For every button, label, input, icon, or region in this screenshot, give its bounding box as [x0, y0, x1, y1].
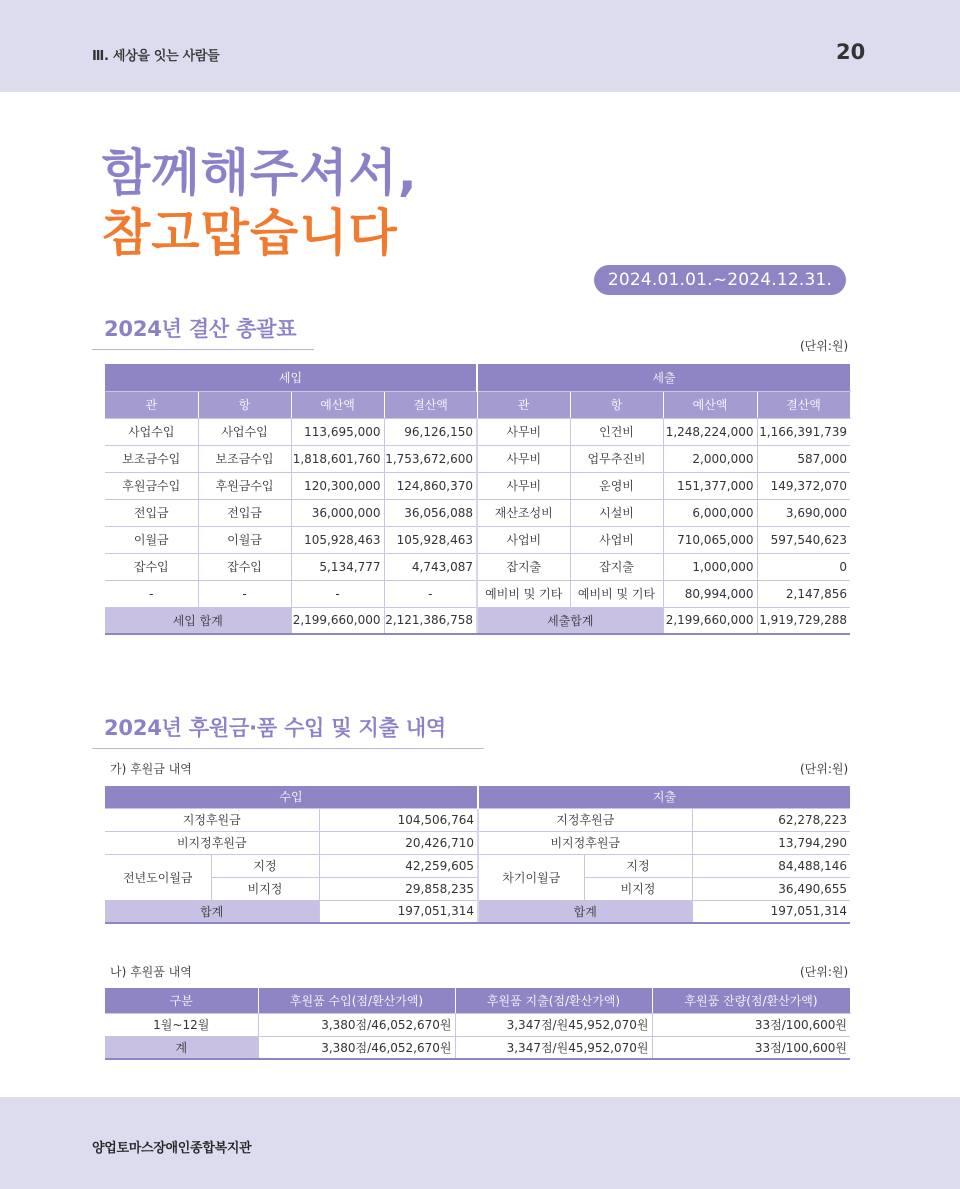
income-total-budget: 2,199,660,000 [291, 607, 384, 634]
headline [102, 143, 418, 263]
settlement-cell: 전입금 [198, 499, 291, 526]
settlement-cell: 6,000,000 [663, 499, 757, 526]
organization-name: 양업토마스장애인종합복지관 [92, 1141, 252, 1156]
goods-cell: 1월~12월 [105, 1013, 258, 1036]
settlement-cell: 36,000,000 [291, 499, 384, 526]
settlement-row [105, 418, 850, 445]
settlement-cell: 예비비 및 기타 [570, 580, 663, 607]
settlement-cell: 2,000,000 [663, 445, 757, 472]
expense-total-actual: 1,919,729,288 [757, 607, 850, 634]
settlement-unit: (단위:원) [800, 339, 849, 353]
settlement-column-header: 예산액 [291, 391, 384, 418]
goods-cell: 3,347점/원45,952,070원 [455, 1013, 652, 1036]
settlement-column-header: 항 [570, 391, 663, 418]
goods-column-header: 후원품 잔량(점/환산가액) [652, 988, 850, 1013]
settlement-column-header: 관 [477, 391, 570, 418]
settlement-cell: 사무비 [477, 472, 570, 499]
designated-income-label: 지정후원금 [105, 808, 319, 831]
settlement-cell: 사업수입 [105, 418, 198, 445]
settlement-cell: 사업비 [477, 526, 570, 553]
designated-expense-amount: 62,278,223 [692, 808, 850, 831]
settlement-cell: 후원금수입 [198, 472, 291, 499]
expense-total-budget: 2,199,660,000 [663, 607, 757, 634]
settlement-cell: 사무비 [477, 418, 570, 445]
undesignated-expense-amount: 13,794,290 [692, 831, 850, 854]
settlement-cell: 1,166,391,739 [757, 418, 850, 445]
settlement-column-header: 관 [105, 391, 198, 418]
settlement-cell: 5,134,777 [291, 553, 384, 580]
settlement-cell: 120,300,000 [291, 472, 384, 499]
settlement-cell: 잡지출 [570, 553, 663, 580]
settlement-row [105, 526, 850, 553]
goods-donations-table [105, 988, 851, 1060]
goods-total-cell: 3,347점/원45,952,070원 [455, 1036, 652, 1059]
prev-designated-label: 지정 [211, 854, 319, 877]
money-income-total-label: 합계 [105, 900, 319, 923]
settlement-cell: 잡수입 [105, 553, 198, 580]
settlement-cell: 96,126,150 [384, 418, 477, 445]
income-group-header: 세입 [105, 364, 477, 391]
headline-line-2: 참고맙습니다 [102, 204, 398, 262]
money-expense-total-label: 합계 [478, 900, 692, 923]
settlement-row [105, 445, 850, 472]
section-label: Ⅲ. 세상을 잇는 사람들 [92, 49, 220, 64]
settlement-cell: 124,860,370 [384, 472, 477, 499]
settlement-row [105, 553, 850, 580]
prev-undesignated-amount: 29,858,235 [319, 877, 478, 900]
settlement-cell: 잡지출 [477, 553, 570, 580]
money-donations-table [105, 786, 850, 924]
money-expense-total: 197,051,314 [692, 900, 850, 923]
next-carry-label: 차기이월금 [478, 854, 584, 900]
settlement-cell: 80,994,000 [663, 580, 757, 607]
settlement-cell: 업무추진비 [570, 445, 663, 472]
goods-column-header: 후원품 지출(점/환산가액) [455, 988, 652, 1013]
settlement-cell: - [291, 580, 384, 607]
money-donations-unit: (단위:원) [800, 762, 849, 776]
settlement-cell: 인건비 [570, 418, 663, 445]
page-number: 20 [836, 40, 866, 64]
headline-line-1: 함께해주셔서, [102, 144, 418, 202]
money-total-row [105, 900, 850, 923]
next-undesignated-amount: 36,490,655 [692, 877, 850, 900]
designated-income-amount: 104,506,764 [319, 808, 478, 831]
income-total-label: 세입 합계 [105, 607, 291, 634]
settlement-cell: 재산조성비 [477, 499, 570, 526]
next-designated-label: 지정 [584, 854, 692, 877]
prev-carry-label: 전년도이월금 [105, 854, 211, 900]
donations-title: 2024년 후원금·품 수입 및 지출 내역 [92, 712, 484, 749]
goods-total-row [105, 1036, 850, 1059]
settlement-title: 2024년 결산 총괄표 [92, 313, 314, 350]
goods-total-cell: 33점/100,600원 [652, 1036, 850, 1059]
next-undesignated-label: 비지정 [584, 877, 692, 900]
settlement-cell: 151,377,000 [663, 472, 757, 499]
prev-designated-amount: 42,259,605 [319, 854, 478, 877]
settlement-cell: 3,690,000 [757, 499, 850, 526]
goods-total-cell: 계 [105, 1036, 258, 1059]
settlement-cell: 105,928,463 [291, 526, 384, 553]
settlement-cell: 운영비 [570, 472, 663, 499]
settlement-cell: 587,000 [757, 445, 850, 472]
undesignated-income-label: 비지정후원금 [105, 831, 319, 854]
expense-total-label: 세출합계 [477, 607, 663, 634]
settlement-row [105, 580, 850, 607]
income-total-actual: 2,121,386,758 [384, 607, 477, 634]
settlement-cell: 105,928,463 [384, 526, 477, 553]
settlement-cell: 710,065,000 [663, 526, 757, 553]
settlement-row [105, 472, 850, 499]
money-donations-label: 가) 후원금 내역 [110, 762, 192, 776]
settlement-cell: 1,000,000 [663, 553, 757, 580]
settlement-row [105, 499, 850, 526]
settlement-column-header: 항 [198, 391, 291, 418]
settlement-cell: 4,743,087 [384, 553, 477, 580]
settlement-cell: 36,056,088 [384, 499, 477, 526]
settlement-cell: 1,818,601,760 [291, 445, 384, 472]
prev-undesignated-label: 비지정 [211, 877, 319, 900]
designated-expense-label: 지정후원금 [478, 808, 692, 831]
money-income-total: 197,051,314 [319, 900, 478, 923]
next-designated-amount: 84,488,146 [692, 854, 850, 877]
settlement-cell: 149,372,070 [757, 472, 850, 499]
settlement-cell: - [198, 580, 291, 607]
settlement-cell: 이월금 [198, 526, 291, 553]
settlement-cell: 보조금수입 [198, 445, 291, 472]
settlement-cell: 113,695,000 [291, 418, 384, 445]
undesignated-row [105, 831, 850, 854]
settlement-table [105, 364, 851, 635]
goods-cell: 3,380점/46,052,670원 [258, 1013, 455, 1036]
settlement-cell: 잡수입 [198, 553, 291, 580]
undesignated-income-amount: 20,426,710 [319, 831, 478, 854]
settlement-column-header: 예산액 [663, 391, 757, 418]
money-expense-group-header: 지출 [478, 786, 850, 808]
carry-designated-row [105, 854, 850, 877]
settlement-cell: - [105, 580, 198, 607]
settlement-cell: 후원금수입 [105, 472, 198, 499]
settlement-cell: - [384, 580, 477, 607]
goods-column-header: 후원품 수입(점/환산가액) [258, 988, 455, 1013]
settlement-column-header: 결산액 [757, 391, 850, 418]
settlement-cell: 1,753,672,600 [384, 445, 477, 472]
settlement-cell: 1,248,224,000 [663, 418, 757, 445]
period-badge: 2024.01.01.~2024.12.31. [594, 265, 846, 295]
settlement-cell: 이월금 [105, 526, 198, 553]
goods-donations-label: 나) 후원품 내역 [110, 965, 192, 979]
settlement-cell: 사업수입 [198, 418, 291, 445]
undesignated-expense-label: 비지정후원금 [478, 831, 692, 854]
designated-row [105, 808, 850, 831]
settlement-column-header: 결산액 [384, 391, 477, 418]
expense-group-header: 세출 [477, 364, 850, 391]
goods-total-cell: 3,380점/46,052,670원 [258, 1036, 455, 1059]
settlement-cell: 597,540,623 [757, 526, 850, 553]
settlement-cell: 보조금수입 [105, 445, 198, 472]
settlement-cell: 사업비 [570, 526, 663, 553]
settlement-cell: 2,147,856 [757, 580, 850, 607]
settlement-cell: 0 [757, 553, 850, 580]
settlement-cell: 전입금 [105, 499, 198, 526]
goods-cell: 33점/100,600원 [652, 1013, 850, 1036]
goods-column-header: 구분 [105, 988, 258, 1013]
settlement-cell: 사무비 [477, 445, 570, 472]
carry-undesignated-row [105, 877, 850, 900]
goods-donations-unit: (단위:원) [800, 965, 849, 979]
goods-row [105, 1013, 850, 1036]
settlement-cell: 시설비 [570, 499, 663, 526]
money-income-group-header: 수입 [105, 786, 478, 808]
settlement-cell: 예비비 및 기타 [477, 580, 570, 607]
